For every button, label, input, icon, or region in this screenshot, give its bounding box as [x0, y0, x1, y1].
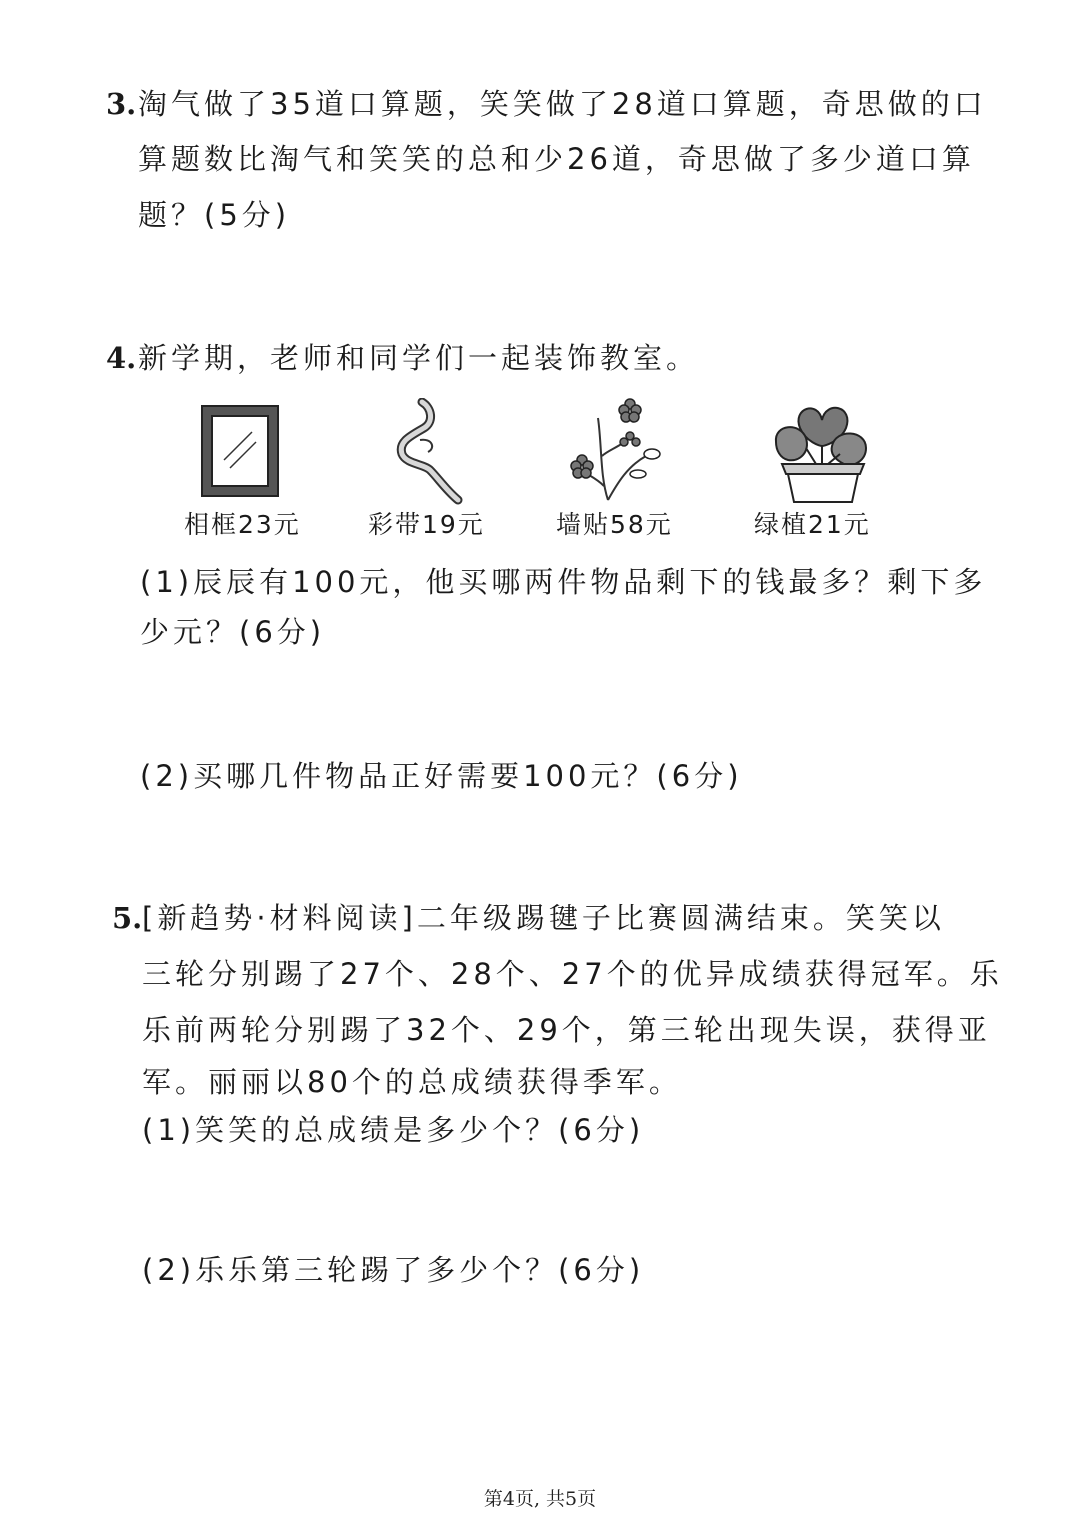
item-label-photo-frame: 相框23元 [184, 510, 301, 539]
question-text-line: 淘气做了35道口算题，笑笑做了28道口算题，奇思做的口 [138, 87, 987, 121]
item-label-potted-plant: 绿植21元 [754, 510, 871, 539]
photo-frame-icon [200, 404, 280, 498]
question-number: 4. [106, 341, 137, 375]
ribbon-icon [384, 398, 464, 506]
question-text-line: 三轮分别踢了27个、28个、27个的优异成绩获得冠军。乐 [142, 957, 1003, 991]
question-text-line: 题？(5分) [138, 198, 291, 232]
question-text-line: 算题数比淘气和笑笑的总和少26道，奇思做了多少道口算 [138, 142, 975, 176]
sub-question-1-line: (1)辰辰有100元，他买哪两件物品剩下的钱最多？剩下多 [140, 565, 987, 599]
potted-plant-icon [770, 398, 876, 504]
sub-question-1: (1)笑笑的总成绩是多少个？(6分) [142, 1113, 645, 1147]
item-label-ribbon: 彩带19元 [368, 510, 485, 539]
sub-question-2: (2)买哪几件物品正好需要100元？(6分) [140, 759, 743, 793]
sub-question-2: (2)乐乐第三轮踢了多少个？(6分) [142, 1253, 645, 1287]
question-text-line: 乐前两轮分别踢了32个、29个，第三轮出现失误，获得亚 [142, 1013, 991, 1047]
page-footer: 第4页, 共5页 [483, 1488, 597, 1510]
question-number: 5. [112, 901, 143, 935]
sub-question-1-line: 少元？(6分) [140, 615, 326, 649]
question-text-line: [新趋势·材料阅读]二年级踢毽子比赛圆满结束。笑笑以 [142, 901, 945, 935]
question-text-line: 军。丽丽以80个的总成绩获得季军。 [142, 1065, 682, 1099]
question-intro: 新学期，老师和同学们一起装饰教室。 [138, 341, 700, 375]
item-label-wall-sticker: 墙贴58元 [556, 510, 673, 539]
wall-sticker-icon [568, 396, 664, 506]
question-number: 3. [106, 87, 137, 121]
